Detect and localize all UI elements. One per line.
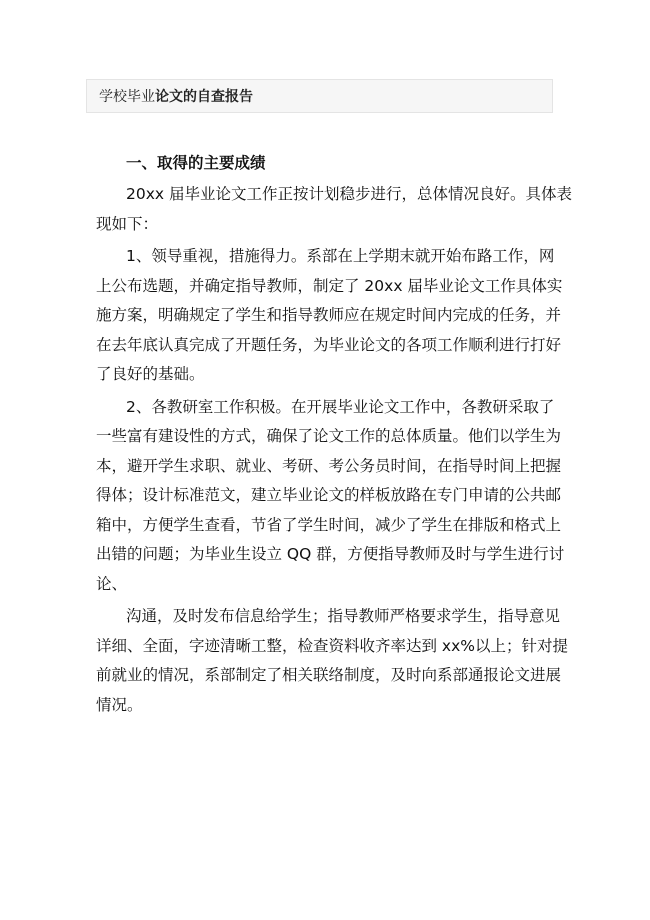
paragraph-line: 本，避开学生求职、就业、考研、考公务员时间，在指导时间上把握 <box>96 456 562 475</box>
section-heading: 一、取得的主要成绩 <box>126 154 266 172</box>
paragraph-line: 前就业的情况，系部制定了相关联络制度，及时向系部通报论文进展 <box>96 666 562 684</box>
paragraph-line: 沟通，及时发布信息给学生；指导教师严格要求学生，指导意见 <box>126 607 561 625</box>
paragraph-line: 情况。 <box>96 695 143 714</box>
document-body <box>96 146 572 723</box>
paragraph-line: 2、各教研室工作积极。在开展毕业论文工作中，各教研采取了 <box>126 397 555 416</box>
paragraph-line: 得体；设计标准范文，建立毕业论文的样板放路在专门申请的公共邮 <box>96 486 562 504</box>
paragraph-3 <box>96 393 566 600</box>
document-title <box>99 88 253 106</box>
paragraph-line: 施方案，明确规定了学生和指导教师应在规定时间内完成的任务，并 <box>96 306 562 324</box>
paragraph-line: 详细、全面，字迹清晰工整，检查资料收齐率达到 xx%以上；针对提 <box>96 636 569 655</box>
title-box <box>86 79 553 113</box>
paragraph-4 <box>96 602 569 720</box>
title-bold: 论文的自查报告 <box>155 89 253 105</box>
paragraph-line: 20xx 届毕业论文工作正按计划稳步进行，总体情况良好。具体表 <box>126 185 572 203</box>
paragraph-line: 论、 <box>96 574 128 593</box>
paragraph-line: 出错的问题；为毕业生设立 QQ 群，方便指导教师及时与学生进行讨 <box>96 545 565 563</box>
title-regular: 学校毕业 <box>99 89 155 105</box>
paragraph-line: 在去年底认真完成了开题任务，为毕业论文的各项工作顺利进行打好 <box>96 335 562 354</box>
paragraph-line: 了良好的基础。 <box>96 365 205 383</box>
paragraph-line: 上公布选题，并确定指导教师，制定了 20xx 届毕业论文工作具体实 <box>96 276 563 295</box>
paragraph-1 <box>96 180 572 239</box>
paragraph-line: 箱中，方便学生查看，节省了学生时间，减少了学生在排版和格式上 <box>96 515 562 534</box>
paragraph-2 <box>96 242 566 390</box>
paragraph-line: 现如下： <box>96 214 159 233</box>
paragraph-line: 一些富有建设性的方式，确保了论文工作的总体质量。他们以学生为 <box>96 427 562 445</box>
paragraph-line: 1、领导重视，措施得力。系部在上学期末就开始布路工作，网 <box>126 247 555 265</box>
